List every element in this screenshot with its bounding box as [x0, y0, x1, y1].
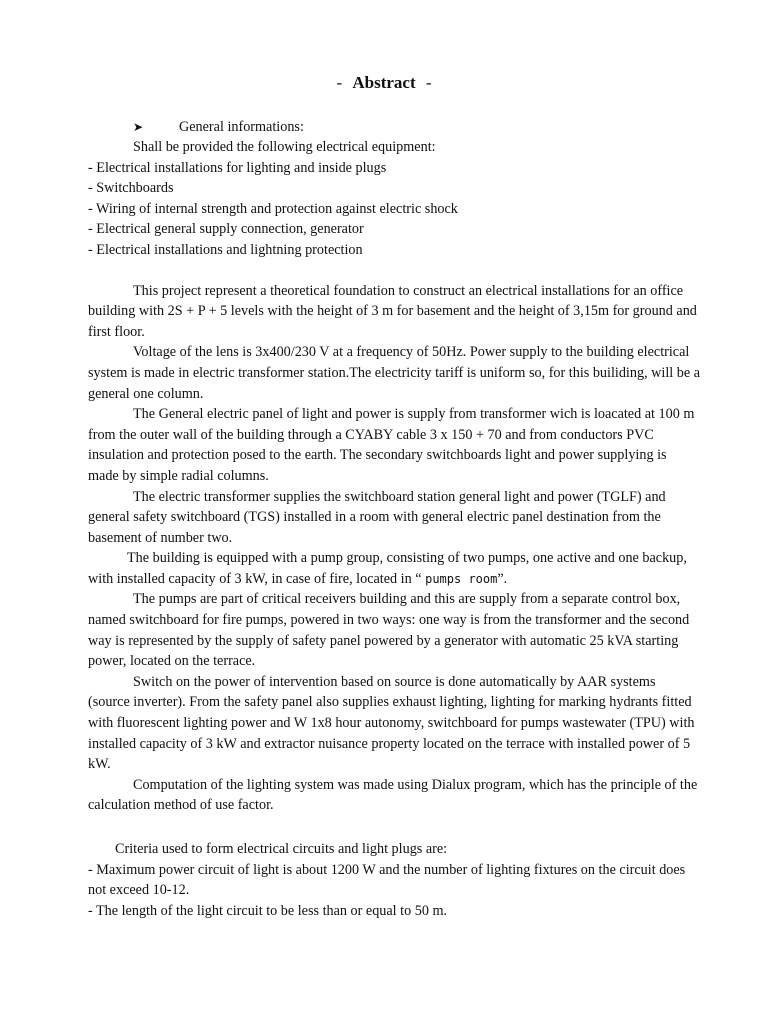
pump-paragraph-text: The building is equipped with a pump group, consisting of two pumps, one active and one backup, with installed capacity of 3 kW, in case of fire, located in “ — [88, 550, 687, 587]
title-dash-left: - — [336, 73, 343, 92]
title-dash-right: - — [425, 73, 432, 92]
document-body — [88, 137, 700, 921]
section-heading: General informations: — [179, 119, 304, 135]
arrow-bullet-icon: ➤ — [133, 120, 144, 134]
criteria-heading: Criteria used to form electrical circuits and light plugs are: — [115, 841, 448, 857]
equipment-item: - Electrical installations and lightning protection — [88, 241, 363, 258]
paragraph: Computation of the lighting system was made using Dialux program, which has the principle of the calculation method of use factor. — [88, 776, 698, 814]
paragraph: Switch on the power of intervention based on source is done automatically by AAR systems (source inverter). From the safety panel also supplies exhaust lighting, lighting for marking hydrants fitted with fluorescent lighting power and W 1x8 hour autonomy, switchboard for pumps wastewater (TPU) with installed capacity of 3 kW and extractor nuisance property located on the terrace with installed power of 5 kW. — [88, 673, 695, 773]
equipment-item: - Electrical installations for lighting and inside plugs — [88, 159, 387, 176]
paragraph: The General electric panel of light and power is supply from transformer wich is loacated at 100 m from the outer wall of the building through a CYABY cable 3 x 150 + 70 and from conductors PVC insulation and protection posed to the earth. The secondary switchboards light and power supplying is made by simple radial columns. — [88, 406, 695, 484]
paragraph: The electric transformer supplies the switchboard station general light and power (TGLF) and general safety switchboard (TGS) installed in a room with general electric panel destination from the basement of number two. — [88, 488, 666, 546]
pump-paragraph-end: ”. — [497, 570, 508, 587]
equipment-item: - Electrical general supply connection, generator — [88, 221, 364, 238]
equipment-item: - Switchboards — [88, 180, 174, 197]
page-title — [0, 72, 768, 94]
pump-room-label: pumps room — [425, 571, 498, 586]
section-heading-row — [133, 117, 304, 137]
criteria-item: - The length of the light circuit to be less than or equal to 50 m. — [88, 902, 448, 919]
spacer — [88, 816, 700, 839]
paragraph: The pumps are part of critical receivers building and this are supply from a separate control box, named switchboard for fire pumps, powered in two ways: one way is from the transformer and the second way is represented by the supply of safety panel powered by a generator with automatic 25 kVA starting power, located on the terrace. — [88, 591, 690, 670]
equipment-item: - Wiring of internal strength and protection against electric shock — [88, 200, 458, 217]
paragraph: Voltage of the lens is 3x400/230 V at a frequency of 50Hz. Power supply to the building electrical system is made in electric transformer station.The electricity tariff is uniform so, for this builiding, will be a general one column. — [88, 344, 701, 402]
intro-line: Shall be provided the following electrical equipment: — [133, 139, 436, 155]
title-text: Abstract — [352, 73, 416, 92]
paragraph: This project represent a theoretical foundation to construct an electrical installations for an office building with 2S + P + 5 levels with the height of 3 m for basement and the height of 3,15m for ground and first floor. — [88, 282, 697, 340]
spacer — [88, 261, 700, 281]
criteria-item: - Maximum power circuit of light is about 1200 W and the number of lighting fixtures on the circuit does not exceed 10-12. — [88, 861, 686, 899]
pump-paragraph — [88, 548, 700, 589]
